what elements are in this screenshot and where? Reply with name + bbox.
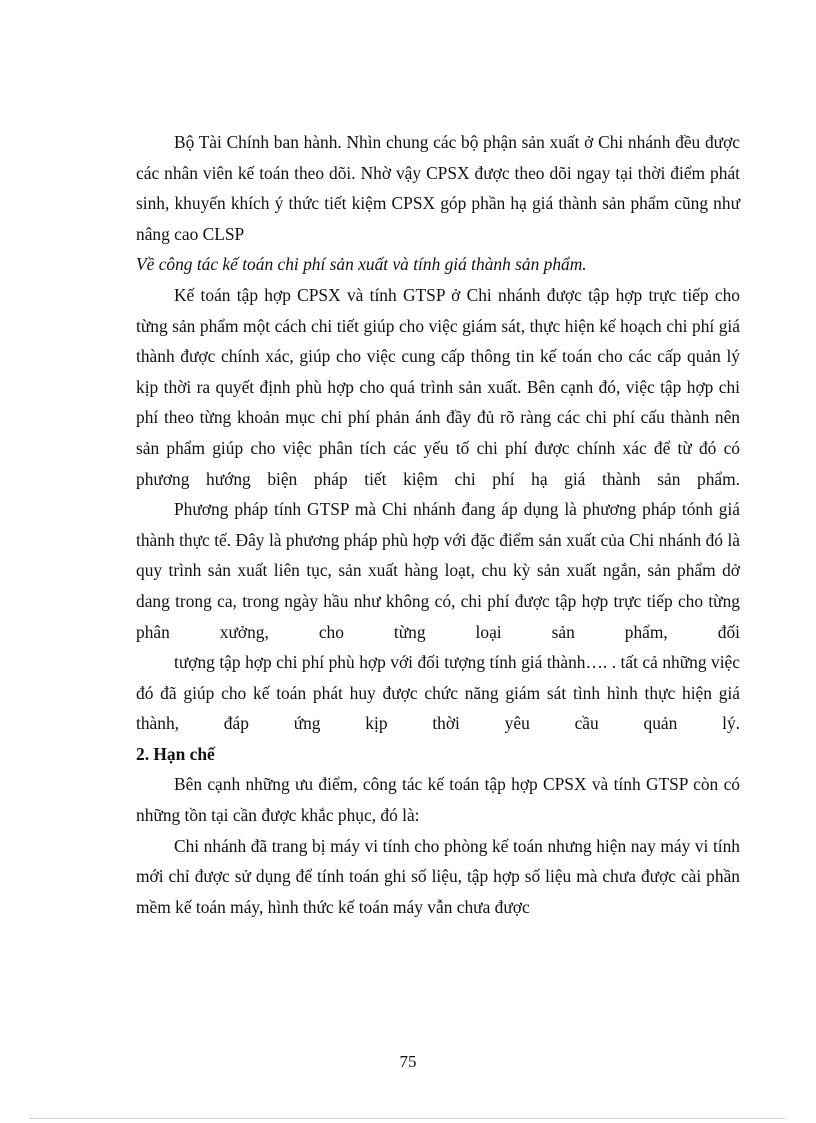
page-number: 75 [399,1052,417,1071]
document-page [136,127,740,922]
paragraph-method-continued: tượng tập hợp chi phí phù hợp với đối tượng tính giá thành…. . tất cả những việc đó đã giúp cho kế toán phát huy được chức năng giám sát tình hình thực hiện giá thành, đáp ứng kịp thời yêu cầu quản lý. [136,652,740,734]
paragraph-limitations-intro: Bên cạnh những ưu điểm, công tác kế toán tập hợp CPSX và tính GTSP còn có những tồn tại cần được khắc phục, đó là: [136,774,740,826]
paragraph-limitations-detail: Chi nhánh đã trang bị máy vi tính cho phòng kế toán nhưng hiện nay máy vi tính mới chỉ được sử dụng để tính toán ghi số liệu, tập hợp số liệu mà chưa được cài phần mềm kế toán máy, hình thức kế toán máy vẫn chưa được [136,835,740,917]
paragraph-subheading: Về công tác kế toán chi phí sản xuất và tính giá thành sản phẩm. [136,254,587,275]
footer-divider [30,1118,786,1119]
paragraph-cost-accounting: Kế toán tập hợp CPSX và tính GTSP ở Chi nhánh được tập hợp trực tiếp cho từng sản phẩm một cách chi tiết giúp cho việc giám sát, thực hiện kế hoạch chi phí giá thành được chính xác, giúp cho việc cung cấp thông tin kế toán cho các cấp quản lý kịp thời ra quyết định phù hợp cho quá trình sản xuất. Bên cạnh đó, việc tập hợp chi phí theo từng khoản mục chi phí phản ánh đầy đủ rõ ràng các chi phí cấu thành nên sản phẩm giúp cho việc phân tích các yếu tố chi phí được chính xác để từ đó có phương hướng biện pháp tiết kiệm chi phí hạ giá thành sản phẩm. [136,284,740,489]
section-heading-limitations: 2. Hạn chế [136,743,215,764]
paragraph-intro: Bộ Tài Chính ban hành. Nhìn chung các bộ phận sản xuất ở Chi nhánh đều được các nhân viên kế toán theo dõi. Nhờ vậy CPSX được theo dõi ngay tại thời điểm phát sinh, khuyến khích ý thức tiết kiệm CPSX góp phần hạ giá thành sản phẩm cũng như nâng cao CLSP [136,132,740,244]
paragraph-method: Phương pháp tính GTSP mà Chi nhánh đang áp dụng là phương pháp tónh giá thành thực tế. Đây là phương pháp phù hợp với đặc điểm sản xuất của Chi nhánh đó là quy trình sản xuất liên tục, sản xuất hàng loạt, chu kỳ sản xuất ngắn, sản phẩm dở dang trong ca, trong ngày hầu như không có, chi phí được tập hợp trực tiếp cho từng phân xưởng, cho từng loại sản phẩm, đối [136,499,740,642]
